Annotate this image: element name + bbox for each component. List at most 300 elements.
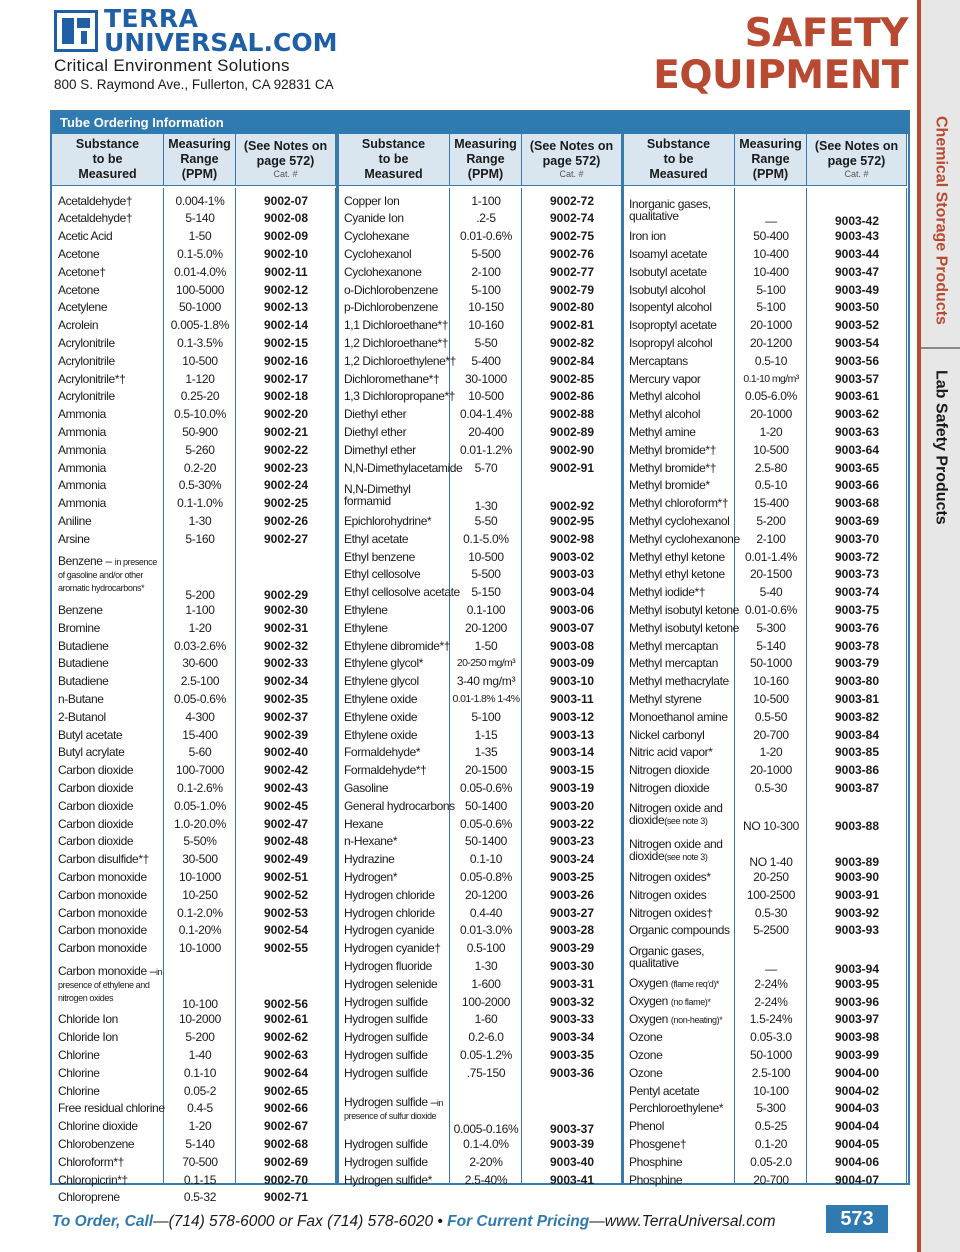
- substance-name: Oxygen: [629, 994, 671, 1009]
- catalog-number-cell[interactable]: 9002-32: [263, 638, 309, 653]
- catalog-number-cell[interactable]: 9003-35: [549, 1048, 595, 1063]
- substance-cell: [629, 459, 735, 477]
- catalog-number-cell[interactable]: 9002-11: [264, 264, 308, 279]
- range-cell: 5-60: [188, 745, 212, 760]
- substance-cell: [629, 708, 735, 726]
- range-cell: 1-20: [188, 1119, 212, 1134]
- range-cell: 1-40: [188, 1048, 212, 1063]
- range-cell: 5-140: [185, 1137, 215, 1152]
- column-header-cat: [807, 134, 907, 186]
- substance-cell: [629, 477, 735, 495]
- substance-cell: [629, 1118, 735, 1136]
- catalog-number-cell[interactable]: 9003-25: [549, 870, 595, 885]
- footer-website[interactable]: —www.TerraUniversal.com: [589, 1213, 776, 1230]
- substance-name: Methyl isobutyl ketone: [629, 620, 739, 635]
- catalog-number-cell[interactable]: 9002-90: [549, 442, 595, 457]
- table-row: [52, 726, 336, 744]
- catalog-number-cell[interactable]: 9002-25: [263, 496, 309, 511]
- substance-cell: [344, 334, 450, 352]
- footer-phone: —(714) 578-6000 or Fax (714) 578-6020: [153, 1213, 434, 1230]
- catalog-number-cell[interactable]: 9004-07: [834, 1172, 880, 1187]
- catalog-number-cell[interactable]: 9003-43: [834, 229, 880, 244]
- range-cell: 1-600: [471, 976, 501, 991]
- catalog-number-cell[interactable]: 9003-68: [834, 496, 880, 511]
- catalog-number-cell[interactable]: 9003-20: [549, 798, 595, 813]
- table-row: [623, 922, 907, 940]
- catalog-number-cell[interactable]: 9003-87: [834, 781, 880, 796]
- substance-cell: [629, 833, 735, 869]
- table-row: [623, 1064, 907, 1082]
- catalog-number-cell[interactable]: 9003-89: [834, 854, 880, 869]
- catalog-number-cell[interactable]: 9003-80: [834, 674, 880, 689]
- catalog-number-cell[interactable]: 9003-08: [549, 638, 595, 653]
- catalog-number-cell[interactable]: 9002-67: [263, 1119, 309, 1134]
- catalog-number-cell[interactable]: 9003-33: [549, 1012, 595, 1027]
- table-row: [52, 940, 336, 958]
- substance-cell: [58, 423, 164, 441]
- catalog-number-cell[interactable]: 9003-79: [834, 656, 880, 671]
- range-cell: 5-160: [185, 531, 215, 546]
- catalog-number-cell[interactable]: 9003-03: [549, 567, 595, 582]
- table-row: [623, 690, 907, 708]
- catalog-number-cell[interactable]: 9003-15: [549, 763, 595, 778]
- catalog-number-cell[interactable]: 9003-62: [834, 407, 880, 422]
- catalog-number-cell[interactable]: 9002-66: [263, 1101, 309, 1116]
- catalog-number-cell[interactable]: 9003-86: [834, 763, 880, 778]
- range-cell: 0.2-6.0: [468, 1030, 504, 1045]
- catalog-number-cell[interactable]: 9002-42: [263, 763, 309, 778]
- catalog-number-cell[interactable]: 9003-19: [549, 781, 595, 796]
- substance-name: o-Dichlorobenzene: [344, 282, 438, 297]
- catalog-number-cell[interactable]: 9003-22: [549, 816, 595, 831]
- catalog-number-cell[interactable]: 9003-69: [834, 514, 880, 529]
- table-row: [52, 317, 336, 335]
- catalog-number-cell[interactable]: 9003-95: [834, 976, 880, 991]
- range-cell: 3-40 mg/m³: [456, 674, 516, 689]
- catalog-number-cell[interactable]: 9002-40: [263, 745, 309, 760]
- substance-cell: [58, 530, 164, 548]
- catalog-number-cell[interactable]: 9003-26: [549, 887, 595, 902]
- catalog-number-cell[interactable]: 9002-80: [549, 300, 595, 315]
- table-row: [52, 1064, 336, 1082]
- substance-name: Carbon dioxide: [58, 816, 134, 831]
- catalog-number-cell[interactable]: 9002-56: [263, 997, 309, 1012]
- substance-cell: [629, 530, 740, 548]
- substance-name: Chloroprene: [58, 1190, 120, 1205]
- side-tab-lab-safety[interactable]: [921, 352, 960, 542]
- range-cell: 50-1000: [179, 300, 221, 315]
- catalog-number-cell[interactable]: 9003-63: [834, 425, 880, 440]
- catalog-number-cell[interactable]: 9002-70: [263, 1172, 309, 1187]
- substance-name: Ethyl cellosolve acetate: [344, 585, 460, 600]
- catalog-number-cell[interactable]: 9002-51: [263, 870, 309, 885]
- catalog-number-cell[interactable]: 9003-99: [834, 1048, 880, 1063]
- catalog-number-cell[interactable]: 9002-21: [263, 425, 309, 440]
- table-row: [52, 388, 336, 406]
- substance-name: Hydrogen sulfide*: [344, 1172, 432, 1187]
- catalog-number-cell[interactable]: 9004-06: [834, 1154, 880, 1169]
- range-cell: 0.005-0.16%: [453, 1121, 519, 1136]
- substance-name: 1,3 Dichloropropane*†: [344, 389, 456, 404]
- catalog-number-cell[interactable]: 9003-94: [834, 961, 880, 976]
- column-header-range: [450, 134, 522, 186]
- catalog-number-cell[interactable]: 9002-98: [549, 531, 595, 546]
- catalog-number-cell[interactable]: 9003-98: [834, 1030, 880, 1045]
- range-cell: 20-1500: [465, 763, 507, 778]
- substance-cell: [629, 1100, 735, 1118]
- substance-name: Hydrogen sulfide: [344, 1048, 428, 1063]
- catalog-number-cell[interactable]: 9004-02: [834, 1083, 880, 1098]
- catalog-number-cell[interactable]: 9003-11: [550, 692, 594, 707]
- column-header-substance: [623, 134, 735, 186]
- catalog-number-cell[interactable]: 9003-64: [834, 442, 880, 457]
- substance-name: Aniline: [58, 514, 92, 529]
- substance-name: Methyl isobutyl ketone: [629, 603, 739, 618]
- substance-name: Gasoline: [344, 781, 389, 796]
- table-row: [52, 423, 336, 441]
- table-row: [623, 1029, 907, 1047]
- catalog-number-cell[interactable]: 9003-78: [834, 638, 880, 653]
- column-header-substance: [338, 134, 450, 186]
- catalog-number-cell[interactable]: 9003-82: [834, 709, 880, 724]
- catalog-number-cell[interactable]: 9002-24: [263, 478, 309, 493]
- substance-name: Acetylene: [58, 300, 108, 315]
- catalog-number-cell[interactable]: 9003-88: [834, 819, 880, 834]
- catalog-number-cell[interactable]: 9002-29: [263, 587, 309, 602]
- catalog-number-cell[interactable]: 9003-04: [549, 585, 595, 600]
- catalog-number-cell[interactable]: 9002-75: [549, 229, 595, 244]
- catalog-number-cell[interactable]: 9002-88: [549, 407, 595, 422]
- table-row: [623, 566, 907, 584]
- catalog-number-cell[interactable]: 9002-72: [549, 193, 595, 208]
- substance-name: Ozone: [629, 1065, 663, 1080]
- catalog-number-cell[interactable]: 9002-55: [263, 941, 309, 956]
- range-cell: 0.03-2.6%: [173, 638, 226, 653]
- column-header-substance: [52, 134, 164, 186]
- table-row: [52, 512, 336, 530]
- catalog-number-cell[interactable]: 9003-29: [549, 941, 595, 956]
- table-row: [338, 993, 622, 1011]
- catalog-number-cell[interactable]: 9003-72: [834, 549, 880, 564]
- table-row: [623, 1046, 907, 1064]
- catalog-number-cell[interactable]: 9003-40: [549, 1154, 595, 1169]
- table-row: [52, 1118, 336, 1136]
- range-cell: 0.01-0.6%: [744, 603, 797, 618]
- substance-cell: [344, 299, 450, 317]
- table-row: [338, 388, 622, 406]
- range-cell: —: [765, 961, 777, 976]
- substance-note: (no flame)*: [670, 997, 711, 1008]
- catalog-number-cell[interactable]: 9002-65: [263, 1083, 309, 1098]
- catalog-number-cell[interactable]: 9003-41: [549, 1172, 595, 1187]
- catalog-number-cell[interactable]: 9002-48: [263, 834, 309, 849]
- catalog-number-cell[interactable]: 9002-86: [549, 389, 595, 404]
- range-cell: 10-1000: [179, 870, 221, 885]
- catalog-number-cell[interactable]: 9003-97: [834, 1012, 880, 1027]
- catalog-number-cell[interactable]: 9003-52: [834, 318, 880, 333]
- column-header-text: Measured: [649, 167, 708, 181]
- catalog-number-cell[interactable]: 9002-18: [263, 389, 309, 404]
- substance-name: Ethylene glycol: [344, 674, 419, 689]
- side-tab-label: Chemical Storage Products: [932, 115, 950, 325]
- catalog-number-cell[interactable]: 9002-16: [263, 353, 309, 368]
- side-tab-chemical-storage[interactable]: [921, 96, 960, 344]
- catalog-number-cell[interactable]: 9003-75: [834, 603, 880, 618]
- catalog-number-cell[interactable]: 9003-92: [834, 905, 880, 920]
- substance-name: Nitrogen oxide and dioxide: [629, 837, 723, 864]
- catalog-number-cell[interactable]: 9003-37: [549, 1121, 595, 1136]
- catalog-number-cell[interactable]: 9002-27: [263, 531, 309, 546]
- table-row: [338, 1029, 622, 1047]
- catalog-number-cell[interactable]: 9003-49: [834, 282, 880, 297]
- catalog-number-cell[interactable]: 9002-26: [263, 514, 309, 529]
- catalog-number-cell[interactable]: 9002-77: [549, 264, 595, 279]
- footer-bullet: •: [433, 1213, 448, 1230]
- range-cell: 0.05-0.6%: [173, 692, 226, 707]
- catalog-number-cell[interactable]: 9003-65: [834, 460, 880, 475]
- catalog-number-cell[interactable]: 9003-93: [834, 923, 880, 938]
- catalog-number-cell[interactable]: 9002-54: [263, 923, 309, 938]
- substance-cell: [629, 317, 735, 335]
- substance-name: Methyl mercaptan: [629, 656, 718, 671]
- range-cell: 100-2000: [461, 994, 511, 1009]
- table-row: [623, 441, 907, 459]
- table-row: [338, 1046, 622, 1064]
- substance-cell: [58, 228, 164, 246]
- catalog-number-cell[interactable]: 9002-91: [549, 460, 595, 475]
- catalog-number-cell[interactable]: 9003-06: [549, 603, 595, 618]
- range-cell: 5-260: [185, 442, 215, 457]
- catalog-number-cell[interactable]: 9002-47: [263, 816, 309, 831]
- catalog-number-cell[interactable]: 9002-49: [263, 852, 309, 867]
- catalog-number-cell[interactable]: 9003-81: [834, 692, 880, 707]
- table-row: [623, 708, 907, 726]
- catalog-number-cell[interactable]: 9002-92: [549, 498, 595, 513]
- substance-cell: [344, 637, 450, 655]
- substance-name: Isoproptyl acetate: [629, 318, 717, 333]
- catalog-number-cell[interactable]: 9002-82: [549, 336, 595, 351]
- substance-name: Benzene: [58, 603, 103, 618]
- catalog-number-cell[interactable]: 9002-71: [263, 1190, 309, 1205]
- substance-name: Methyl styrene: [629, 692, 702, 707]
- substance-name: Acrolein: [58, 318, 99, 333]
- catalog-number-cell[interactable]: 9003-39: [549, 1137, 595, 1152]
- catalog-number-cell[interactable]: 9003-74: [834, 585, 880, 600]
- table-row: [623, 459, 907, 477]
- catalog-number-cell[interactable]: 9003-70: [834, 531, 880, 546]
- catalog-number-cell[interactable]: 9003-42: [834, 214, 880, 229]
- catalog-number-cell[interactable]: 9002-79: [549, 282, 595, 297]
- catalog-number-cell[interactable]: 9003-12: [549, 709, 595, 724]
- range-cell: 20-1000: [750, 318, 792, 333]
- catalog-number-cell[interactable]: 9003-66: [834, 478, 880, 493]
- table-row: [338, 512, 622, 530]
- substance-cell: [58, 245, 164, 263]
- substance-name: Chlorine: [58, 1065, 100, 1080]
- catalog-number-cell[interactable]: 9003-85: [834, 745, 880, 760]
- catalog-number-cell[interactable]: 9002-34: [263, 674, 309, 689]
- substance-name: Cyanide Ion: [344, 211, 404, 226]
- catalog-number-cell[interactable]: 9002-63: [263, 1048, 309, 1063]
- catalog-number-cell[interactable]: 9002-85: [549, 371, 595, 386]
- substance-cell: [58, 441, 164, 459]
- substance-cell: [58, 1171, 164, 1189]
- footer-pricing-label: For Current Pricing: [447, 1213, 590, 1230]
- catalog-number-cell[interactable]: 9003-84: [834, 727, 880, 742]
- catalog-number-cell[interactable]: 9003-30: [549, 959, 595, 974]
- catalog-number-cell[interactable]: 9002-23: [263, 460, 309, 475]
- catalog-number-cell[interactable]: 9003-14: [549, 745, 595, 760]
- table-row: [52, 1100, 336, 1118]
- catalog-number-cell[interactable]: 9002-07: [263, 193, 309, 208]
- catalog-number-cell[interactable]: 9002-12: [263, 282, 309, 297]
- substance-name: Ammonia: [58, 478, 106, 493]
- substance-name: Methyl chloroform*†: [629, 496, 729, 511]
- table-row: [338, 1153, 622, 1171]
- catalog-number-cell[interactable]: 9003-54: [834, 336, 880, 351]
- substance-name: Nickel carbonyl: [629, 727, 705, 742]
- substance-cell: [58, 1011, 164, 1029]
- catalog-number-cell[interactable]: 9002-37: [263, 709, 309, 724]
- catalog-number-cell[interactable]: 9002-89: [549, 425, 595, 440]
- catalog-number-cell[interactable]: 9002-15: [263, 336, 309, 351]
- catalog-number-cell[interactable]: 9003-23: [549, 834, 595, 849]
- column-header-text: (PPM): [752, 167, 789, 181]
- catalog-number-cell[interactable]: 9002-20: [263, 407, 309, 422]
- table-row: [623, 1153, 907, 1171]
- catalog-number-cell[interactable]: 9002-39: [263, 727, 309, 742]
- range-cell: 30-1000: [465, 371, 507, 386]
- catalog-number-cell[interactable]: 9002-33: [263, 656, 309, 671]
- catalog-number-cell[interactable]: 9002-35: [263, 692, 309, 707]
- catalog-number-cell[interactable]: 9004-03: [834, 1101, 880, 1116]
- catalog-number-cell[interactable]: 9002-74: [549, 211, 595, 226]
- range-cell: 5-200: [756, 514, 786, 529]
- catalog-number-cell[interactable]: 9003-07: [549, 620, 595, 635]
- catalog-number-cell[interactable]: 9002-69: [263, 1154, 309, 1169]
- table-row: [52, 1029, 336, 1047]
- catalog-number-cell[interactable]: 9003-09: [549, 656, 595, 671]
- catalog-number-cell[interactable]: 9003-91: [834, 887, 880, 902]
- substance-cell: [58, 1029, 164, 1047]
- substance-cell: [58, 459, 164, 477]
- catalog-number-cell[interactable]: 9003-32: [549, 994, 595, 1009]
- catalog-number-cell[interactable]: 9003-28: [549, 923, 595, 938]
- range-cell: 5-100: [756, 282, 786, 297]
- substance-name: Carbon dioxide: [58, 763, 134, 778]
- catalog-number-cell[interactable]: 9003-27: [549, 905, 595, 920]
- catalog-number-cell[interactable]: 9003-10: [549, 674, 595, 689]
- catalog-number-cell[interactable]: 9002-52: [263, 887, 309, 902]
- range-cell: 0.1-5.0%: [463, 531, 509, 546]
- catalog-number-cell[interactable]: 9003-96: [834, 994, 880, 1009]
- range-cell: 10-2000: [179, 1012, 221, 1027]
- catalog-number-cell[interactable]: 9002-30: [263, 603, 309, 618]
- range-cell: 50-400: [753, 229, 789, 244]
- substance-name: Methyl bromide*: [629, 478, 710, 493]
- catalog-number-cell[interactable]: 9003-36: [549, 1065, 595, 1080]
- catalog-number-cell[interactable]: 9002-13: [263, 300, 309, 315]
- substance-cell: [629, 228, 735, 246]
- catalog-number-cell[interactable]: 9002-84: [549, 353, 595, 368]
- catalog-number-cell[interactable]: 9003-57: [834, 371, 880, 386]
- substance-name: Carbon monoxide: [58, 870, 147, 885]
- catalog-number-cell[interactable]: 9002-09: [263, 229, 309, 244]
- substance-cell: [629, 762, 735, 780]
- substance-cell: [344, 1135, 450, 1153]
- catalog-number-cell[interactable]: 9003-73: [834, 567, 880, 582]
- table-row: [623, 370, 907, 388]
- catalog-number-cell[interactable]: 9004-00: [834, 1065, 880, 1080]
- table-row: [623, 281, 907, 299]
- range-cell: 20-700: [753, 727, 789, 742]
- substance-cell: [344, 1153, 450, 1171]
- catalog-number-cell[interactable]: 9004-05: [834, 1137, 880, 1152]
- catalog-number-cell[interactable]: 9003-44: [834, 247, 880, 262]
- catalog-number-cell[interactable]: 9003-24: [549, 852, 595, 867]
- substance-name: Ethyl acetate: [344, 531, 409, 546]
- catalog-number-cell[interactable]: 9003-47: [834, 264, 880, 279]
- substance-name: Butyl acetate: [58, 727, 123, 742]
- catalog-number-cell[interactable]: 9002-08: [263, 211, 309, 226]
- catalog-number-cell[interactable]: 9002-17: [263, 371, 309, 386]
- catalog-number-cell[interactable]: 9002-61: [263, 1012, 309, 1027]
- range-cell: 30-600: [182, 656, 218, 671]
- substance-cell: [344, 441, 450, 459]
- table-row: [52, 619, 336, 637]
- catalog-number-cell[interactable]: 9002-22: [263, 442, 309, 457]
- column-header-range: [164, 134, 236, 186]
- catalog-number-cell[interactable]: 9002-10: [263, 247, 309, 262]
- catalog-number-cell[interactable]: 9003-31: [549, 976, 595, 991]
- catalog-number-cell[interactable]: 9003-34: [549, 1030, 595, 1045]
- catalog-number-cell[interactable]: 9003-76: [834, 620, 880, 635]
- substance-cell: [58, 833, 164, 851]
- catalog-number-cell[interactable]: 9003-90: [834, 870, 880, 885]
- catalog-number-cell[interactable]: 9002-64: [263, 1065, 309, 1080]
- range-cell: 20-250: [753, 870, 789, 885]
- catalog-number-cell[interactable]: 9003-13: [549, 727, 595, 742]
- column-header-text: (PPM): [467, 167, 504, 181]
- catalog-number-cell[interactable]: 9002-14: [263, 318, 309, 333]
- range-cell: 0.01-1.8% 1-4%: [452, 693, 520, 706]
- catalog-number-cell[interactable]: 9002-76: [549, 247, 595, 262]
- catalog-number-cell[interactable]: 9002-68: [263, 1137, 309, 1152]
- catalog-number-cell[interactable]: 9002-81: [549, 318, 595, 333]
- table-row: [52, 957, 336, 1010]
- catalog-number-cell[interactable]: 9002-62: [263, 1030, 309, 1045]
- substance-name: Formaldehyde*: [344, 745, 421, 760]
- catalog-number-cell[interactable]: 9002-45: [263, 798, 309, 813]
- catalog-number-cell[interactable]: 9002-95: [549, 514, 595, 529]
- substance-cell: [629, 673, 735, 691]
- catalog-number-cell[interactable]: 9002-53: [263, 905, 309, 920]
- catalog-number-cell[interactable]: 9003-50: [834, 300, 880, 315]
- column-header-subtext: Cat. #: [273, 169, 298, 179]
- catalog-number-cell[interactable]: 9002-43: [263, 781, 309, 796]
- range-cell: 1-20: [759, 745, 783, 760]
- catalog-number-cell[interactable]: 9003-56: [834, 353, 880, 368]
- substance-cell: [344, 1011, 450, 1029]
- column-header-text: Measured: [364, 167, 423, 181]
- substance-cell: [344, 1029, 450, 1047]
- catalog-number-cell[interactable]: 9002-31: [263, 620, 309, 635]
- catalog-number-cell[interactable]: 9004-04: [834, 1119, 880, 1134]
- range-cell: 2-100: [471, 264, 501, 279]
- substance-cell: [58, 779, 164, 797]
- catalog-number-cell[interactable]: 9003-02: [549, 549, 595, 564]
- catalog-number-cell[interactable]: 9003-61: [834, 389, 880, 404]
